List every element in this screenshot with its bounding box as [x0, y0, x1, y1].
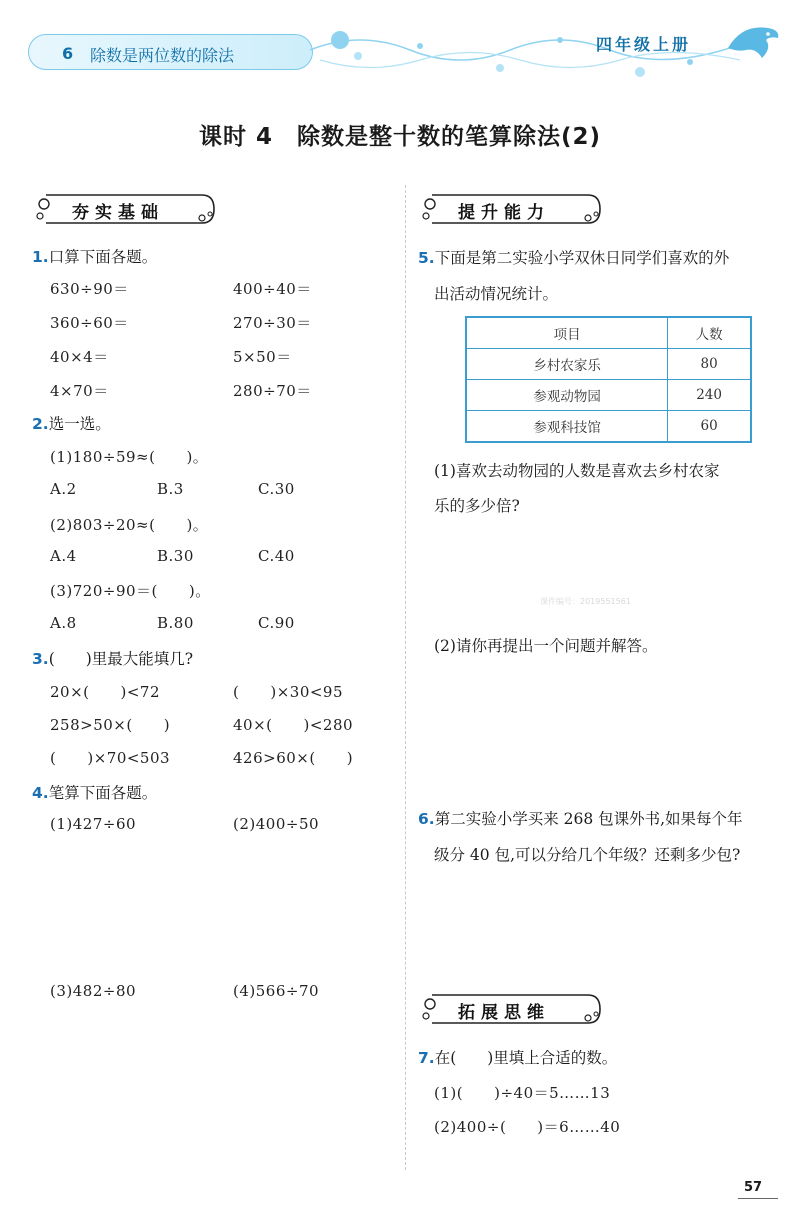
- table-cell: 60: [668, 411, 751, 443]
- calc-item: 5×50＝: [233, 348, 292, 366]
- section-banner-extend: [418, 992, 603, 1026]
- table-cell: 乡村农家乐: [466, 349, 668, 380]
- question-text: 第二实验小学买来 268 包课外书,如果每个年: [434, 810, 743, 828]
- fill-item[interactable]: ( )×30<95: [233, 683, 344, 701]
- table-header: 人数: [668, 317, 751, 349]
- question-text: 口算下面各题。: [48, 248, 158, 266]
- calc-item: 40×4＝: [50, 348, 109, 366]
- dolphin-icon: [722, 18, 784, 64]
- choice-stem: (3)720÷90＝( )。: [50, 582, 211, 600]
- calc-item: 280÷70＝: [233, 382, 312, 400]
- section-banner-basics: [32, 192, 217, 226]
- table-cell: 参观动物园: [466, 380, 668, 411]
- table-row: [466, 349, 751, 380]
- written-calc-item: (2)400÷50: [233, 815, 320, 833]
- calc-item: 270÷30＝: [233, 314, 312, 332]
- choice-option-a[interactable]: A.4: [50, 547, 77, 565]
- question-6: [418, 807, 743, 829]
- question-text: ( )里最大能填几?: [48, 650, 194, 668]
- grade-label: 四年级上册: [596, 35, 692, 54]
- fill-item[interactable]: 426>60×( ): [233, 749, 354, 767]
- fill-item[interactable]: 258>50×( ): [50, 716, 171, 734]
- stats-table: [465, 316, 752, 443]
- column-divider: [405, 185, 406, 1170]
- section-title: 拓展思维: [458, 1003, 550, 1023]
- question-text: 笔算下面各题。: [48, 784, 158, 802]
- calc-item: 4×70＝: [50, 382, 109, 400]
- written-calc-item: (4)566÷70: [233, 982, 320, 1000]
- question-2: [32, 412, 111, 434]
- choice-option-b[interactable]: B.3: [157, 480, 184, 498]
- question-1: [32, 245, 157, 267]
- fill-item[interactable]: (2)400÷( )＝6……40: [434, 1118, 621, 1136]
- table-cell: 240: [668, 380, 751, 411]
- choice-option-b[interactable]: B.80: [157, 614, 194, 632]
- sub-question-2: (2)请你再提出一个问题并解答。: [434, 637, 658, 655]
- question-text: 在( )里填上合适的数。: [434, 1049, 618, 1067]
- chapter-number: 6: [62, 44, 74, 63]
- choice-stem: (2)803÷20≈( )。: [50, 516, 209, 534]
- table-row: [466, 380, 751, 411]
- sub-question-1: (1)喜欢去动物园的人数是喜欢去乡村农家: [434, 462, 720, 480]
- fill-item[interactable]: 20×( )<72: [50, 683, 161, 701]
- question-3: [32, 647, 193, 669]
- question-text: 选一选。: [48, 415, 111, 433]
- lesson-title: 课时 4 除数是整十数的笔算除法(2): [198, 124, 602, 150]
- calc-item: 400÷40＝: [233, 280, 312, 298]
- table-cell: 80: [668, 349, 751, 380]
- question-number: 3.: [32, 650, 49, 668]
- question-number: 1.: [32, 248, 49, 266]
- calc-item: 630÷90＝: [50, 280, 129, 298]
- fill-item[interactable]: 40×( )<280: [233, 716, 354, 734]
- written-calc-item: (1)427÷60: [50, 815, 137, 833]
- question-text-line2: 出活动情况统计。: [434, 285, 559, 303]
- page-number-underline: [738, 1198, 778, 1199]
- question-text: 下面是第二实验小学双休日同学们喜欢的外: [434, 249, 730, 267]
- fill-item[interactable]: ( )×70<503: [50, 749, 171, 767]
- section-title: 提升能力: [458, 203, 550, 223]
- section-banner-improve: [418, 192, 603, 226]
- table-header: 项目: [466, 317, 668, 349]
- written-calc-item: (3)482÷80: [50, 982, 137, 1000]
- table-header-row: [466, 317, 751, 349]
- choice-option-b[interactable]: B.30: [157, 547, 194, 565]
- fill-item[interactable]: (1)( )÷40＝5……13: [434, 1084, 611, 1102]
- sub-question-1-line2: 乐的多少倍?: [434, 497, 520, 515]
- question-text-line2: 级分 40 包,可以分给几个年级？还剩多少包?: [434, 846, 741, 864]
- question-number: 4.: [32, 784, 49, 802]
- wave-decoration-icon: [300, 20, 780, 90]
- calc-item: 360÷60＝: [50, 314, 129, 332]
- chapter-title: 除数是两位数的除法: [90, 46, 235, 65]
- choice-option-a[interactable]: A.8: [50, 614, 77, 632]
- table-cell: 参观科技馆: [466, 411, 668, 443]
- question-4: [32, 781, 157, 803]
- question-number: 5.: [418, 249, 435, 267]
- question-7: [418, 1046, 617, 1068]
- choice-stem: (1)180÷59≈( )。: [50, 448, 209, 466]
- section-title: 夯实基础: [72, 203, 164, 223]
- question-5: [418, 246, 729, 268]
- question-number: 2.: [32, 415, 49, 433]
- watermark: 课件编号：2019551561: [540, 597, 631, 606]
- table-row: [466, 411, 751, 443]
- question-number: 7.: [418, 1049, 435, 1067]
- choice-option-c[interactable]: C.90: [258, 614, 295, 632]
- page-number: 57: [744, 1180, 763, 1195]
- choice-option-a[interactable]: A.2: [50, 480, 77, 498]
- choice-option-c[interactable]: C.30: [258, 480, 295, 498]
- choice-option-c[interactable]: C.40: [258, 547, 295, 565]
- question-number: 6.: [418, 810, 435, 828]
